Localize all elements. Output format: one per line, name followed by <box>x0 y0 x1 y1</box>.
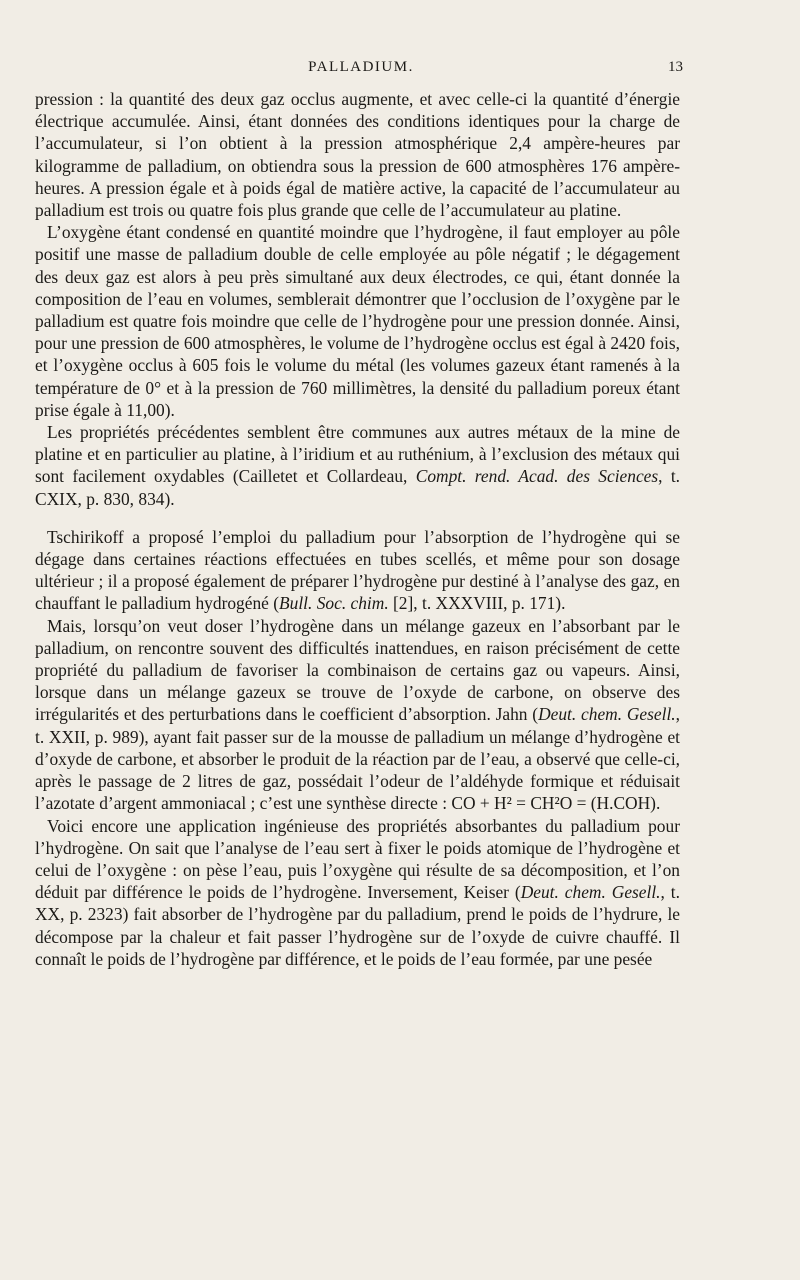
page-number: 13 <box>668 59 683 75</box>
paragraph-text: Les propriétés précédentes semblent être communes aux autres métaux de la mine de platine et en particulier au platine, à l’iridium et au ruthénium, à l’exclusion des métaux qui sont facilement oxydables (Cailletet et Collardeau, <box>35 422 680 487</box>
paragraph <box>35 221 680 421</box>
citation-title: Compt. rend. Acad. des Sciences <box>415 466 659 487</box>
paragraph-text: , t. XXII, p. 989), ayant fait passer sur de la mousse de palladium un mélange d’hydrogène et d’oxyde de carbone, et absorber le produit de la réaction par de l’eau, a observé que celle-ci, après le passage de 2 litres de gaz, possédait l’odeur de l’aldéhyde formique et réduisait l’azotate d’argent ammoniacal ; c’est une synthèse directe : CO + H² = CH²O = (H.COH). <box>35 704 681 814</box>
paragraph <box>35 88 680 221</box>
paragraph <box>35 421 680 510</box>
citation-title: Deut. chem. Gesell. <box>520 882 661 903</box>
running-title: PALLADIUM. <box>308 59 414 75</box>
paragraph-text: [2], t. XXXVIII, p. 171). <box>388 593 566 614</box>
paragraph-text: Mais, lorsqu’on veut doser l’hydrogène dans un mélange gazeux en l’absorbant par le palladium, on rencontre souvent des difficultés inattendues, en raison précisément de cette propriété du palladium de favoriser la combinaison de certains gaz ou vapeurs. Ainsi, lorsque dans un mélange gazeux se trouve de l’oxyde de carbone, on observe des irrégularités et des perturbations dans le coefficient d’absorption. Jahn ( <box>35 615 680 725</box>
paragraph-text: , t. CXIX, p. 830, 834). <box>35 466 681 509</box>
paragraph <box>35 526 680 615</box>
paragraph-text: , t. XX, p. 2323) fait absorber de l’hydrogène par du palladium, prend le poids de l’hydrure, le décompose par la chaleur et fait passer l’hydrogène sur de l’oxyde de cuivre chauffé. Il connaît le poids de l’hydrogène par différence, et le poids de l’eau formée, par une pesée <box>35 882 680 969</box>
citation-title: Deut. chem. Gesell. <box>538 704 676 725</box>
citation-title: Bull. Soc. chim. <box>279 593 389 614</box>
paragraph <box>35 615 680 815</box>
paragraph <box>35 815 680 970</box>
paragraph-text: pression : la quantité des deux gaz occlus augmente, et avec celle-ci la quantité d’énergie électrique accumulée. Ainsi, étant données des conditions identiques pour la charge de l’accumulateur, si l’on obtient à la pression atmosphérique 2,4 ampère-heures par kilogramme de palladium, on obtiendra sous la pression de 600 atmosphères 176 ampère-heures. A pression égale et à poids égal de matière active, la capacité de l’accumulateur au palladium est trois ou quatre fois plus grande que celle de l’accumulateur au platine. <box>35 89 680 221</box>
body-text <box>35 88 680 970</box>
paragraph-text: L’oxygène étant condensé en quantité moindre que l’hydrogène, il faut employer au pôle positif une masse de palladium double de celle employée au pôle négatif ; le dégagement des deux gaz est alors à peu près simultané aux deux électrodes, ce qui, étant donnée la composition de l’eau en volumes, semblerait démontrer que l’occlusion de l’oxygène par le palladium est quatre fois moindre que celle de l’hydrogène pour une pression donnée. Ainsi, pour une pression de 600 atmosphères, le volume de l’hydrogène occlus est égal à 2420 fois, et l’oxygène occlus à 605 fois le volume du métal (les volumes gazeux étant ramenés à la température de 0° et à la pression de 760 millimètres, la densité du palladium poreux étant prise égale à 11,00). <box>35 222 680 420</box>
paragraph-text: Tschirikoff a proposé l’emploi du palladium pour l’absorption de l’hydrogène qui se dégage dans certaines réactions effectuées en tubes scellés, et même pour son dosage ultérieur ; il a proposé également de préparer l’hydrogène pur destiné à l’analyse des gaz, en chauffant le palladium hydrogéné ( <box>35 526 680 614</box>
paragraph-text: Voici encore une application ingénieuse des propriétés absorbantes du palladium pour l’hydrogène. On sait que l’analyse de l’eau sert à fixer le poids atomique de l’hydrogène et celui de l’oxygène : on pèse l’eau, puis l’oxygène qui résulte de sa décomposition, et l’on déduit par différence le poids de l’hydrogène. Inversement, Keiser ( <box>35 815 680 903</box>
